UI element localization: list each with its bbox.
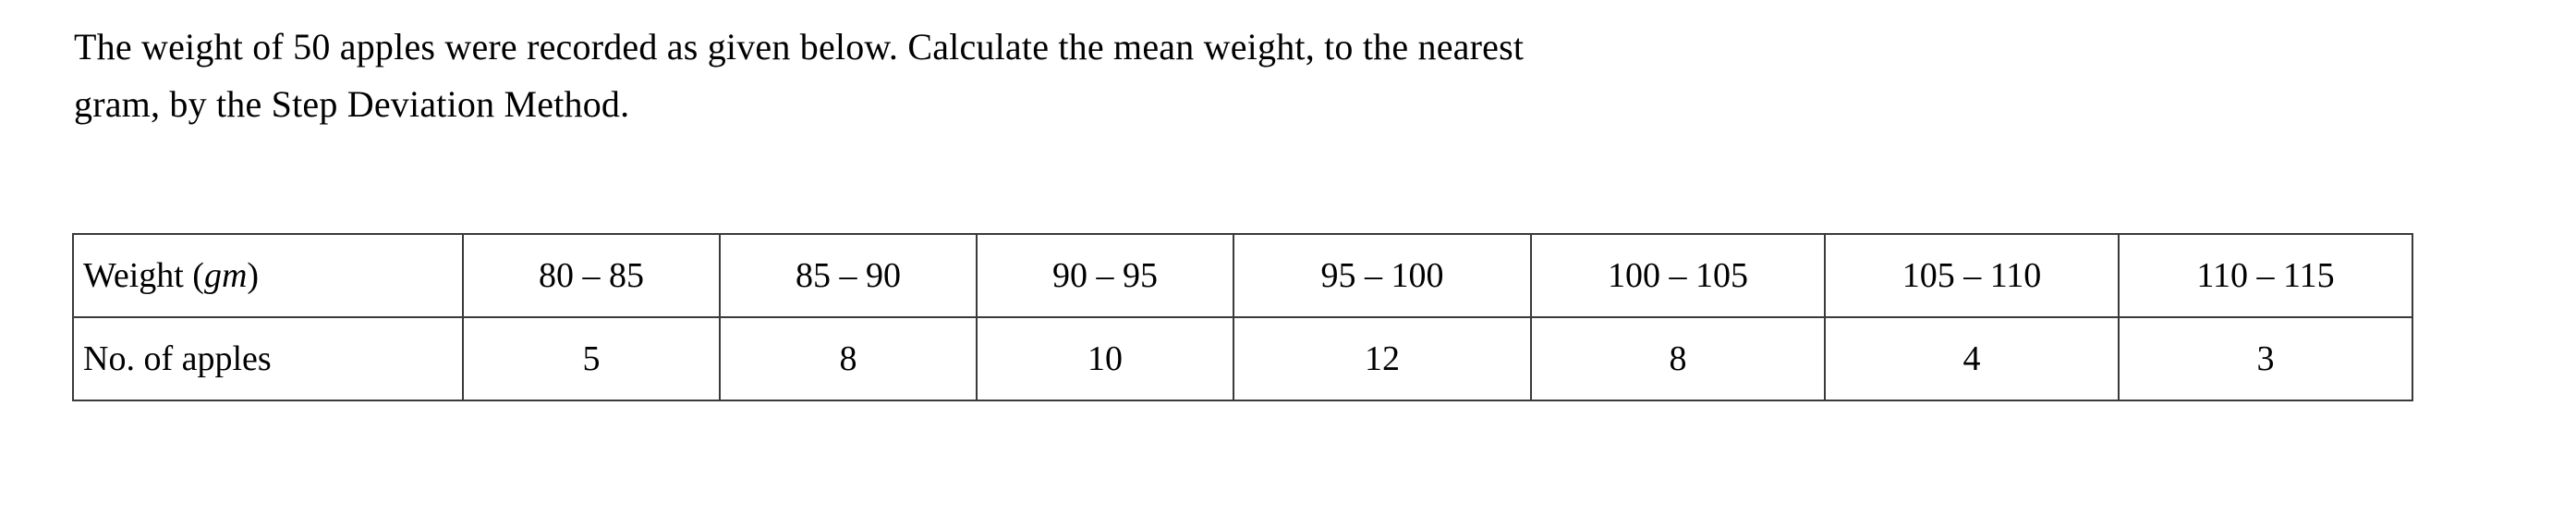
table-row-weight [73,234,2412,317]
row-header-weight-prefix: Weight ( [83,256,204,295]
table-cell-value: 5 [463,317,720,400]
row-header-frequency: No. of apples [73,317,463,400]
table-cell-category: 90 – 95 [977,234,1233,317]
question-text [74,18,2402,133]
table-cell-value: 10 [977,317,1233,400]
table-cell-value: 8 [720,317,977,400]
table-cell-value: 3 [2119,317,2412,400]
question-line-2: gram, by the Step Deviation Method. [74,83,630,125]
row-header-weight [73,234,463,317]
table-cell-category: 100 – 105 [1531,234,1825,317]
row-header-weight-unit: gm [203,256,248,295]
table-cell-value: 12 [1233,317,1531,400]
table-cell-category: 105 – 110 [1825,234,2119,317]
table-cell-category: 95 – 100 [1233,234,1531,317]
table-cell-category: 110 – 115 [2119,234,2412,317]
row-header-weight-suffix: ) [247,256,260,295]
frequency-table [72,233,2413,401]
table-cell-value: 8 [1531,317,1825,400]
table-cell-category: 80 – 85 [463,234,720,317]
question-line-1: The weight of 50 apples were recorded as given below. Calculate the mean weight, to the nearest [74,26,1525,68]
table-cell-category: 85 – 90 [720,234,977,317]
frequency-table-container [72,233,2413,401]
table-row-frequency [73,317,2412,400]
table-cell-value: 4 [1825,317,2119,400]
